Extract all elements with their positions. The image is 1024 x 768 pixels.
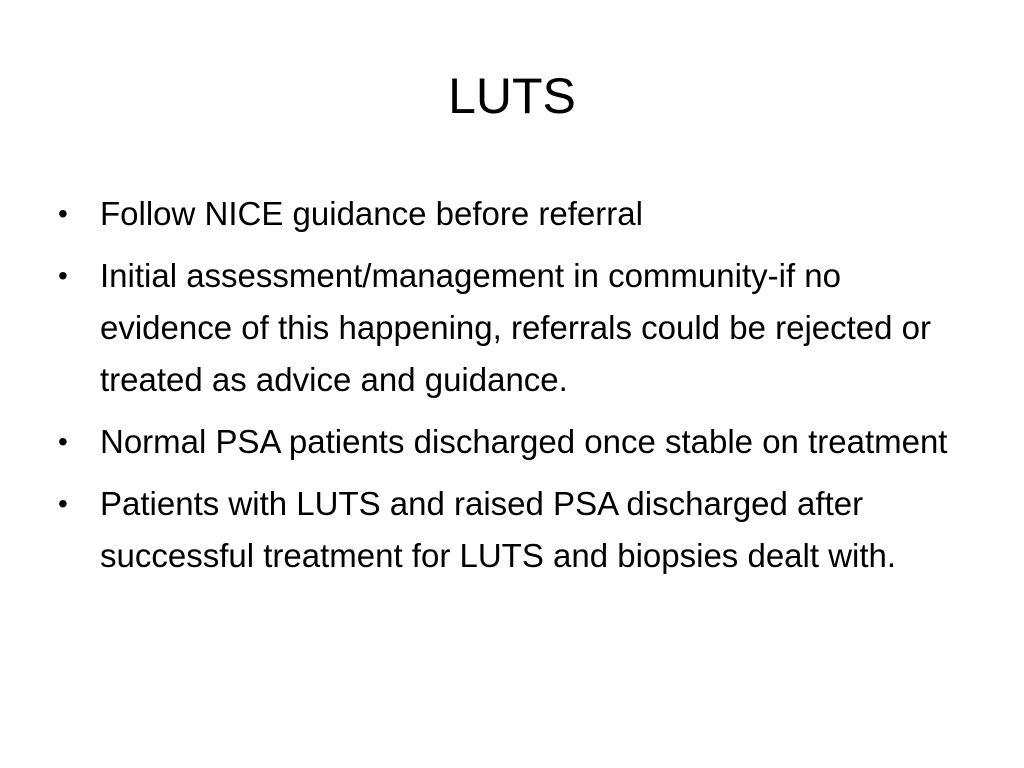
bullet-item [58, 250, 958, 406]
bullet-text: Follow NICE guidance before referral [100, 195, 643, 232]
bullet-item [58, 416, 958, 468]
bullet-text: Initial assessment/management in community-if no evidence of this happening, referrals could be rejected or treated as advice and guidance. [100, 257, 932, 398]
slide-title: LUTS [448, 68, 576, 124]
bullet-icon: • [58, 488, 68, 519]
bullet-list [58, 188, 958, 592]
bullet-icon: • [58, 426, 68, 457]
bullet-text: Patients with LUTS and raised PSA discharged after successful treatment for LUTS and biopsies dealt with. [100, 485, 897, 574]
bullet-icon: • [58, 198, 68, 229]
bullet-icon: • [58, 260, 68, 291]
bullet-item [58, 478, 958, 582]
bullet-item [58, 188, 958, 240]
bullet-text: Normal PSA patients discharged once stable on treatment [100, 423, 948, 460]
